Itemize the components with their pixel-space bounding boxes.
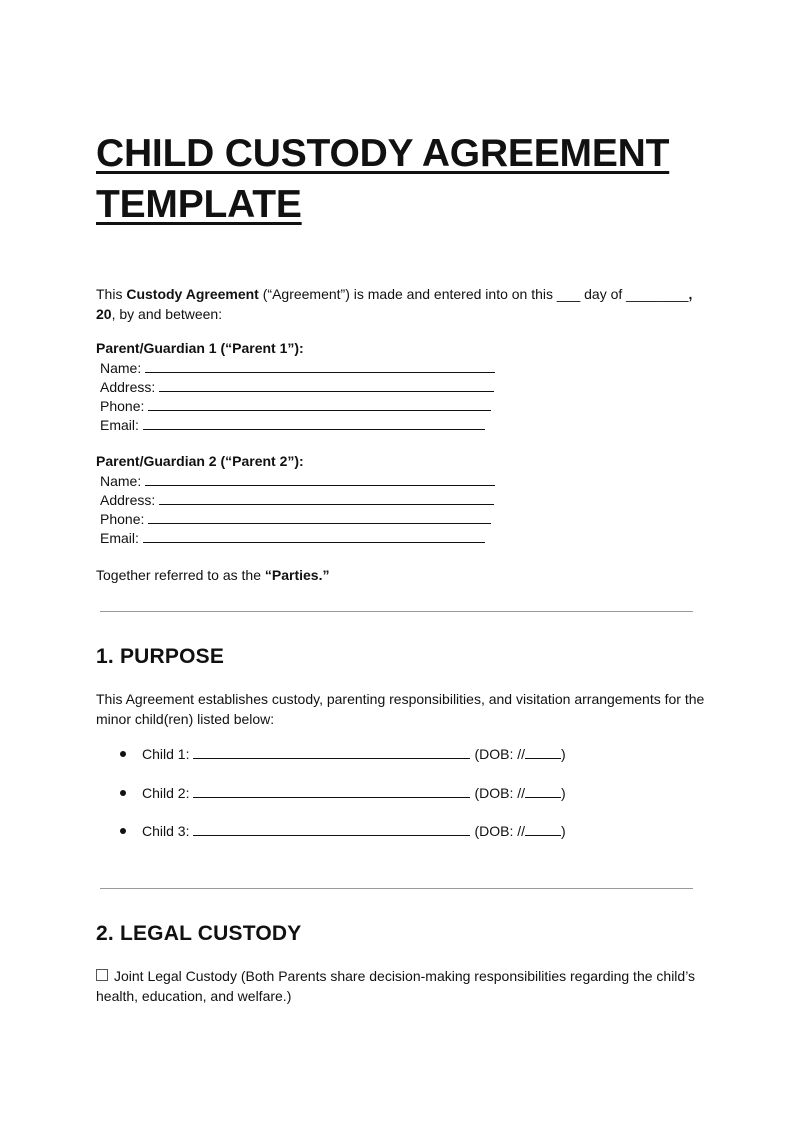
parent1-address-field[interactable] [100, 377, 494, 396]
intro-bold-agreement: Custody Agreement [126, 286, 259, 302]
section-divider [100, 888, 693, 889]
field-label: Address: [100, 379, 156, 395]
bullet-icon [120, 790, 126, 796]
parent1-phone-field[interactable] [100, 396, 491, 415]
field-label: Phone: [100, 511, 145, 527]
child-label: Child 1: [142, 746, 190, 762]
child-3-row[interactable] [120, 821, 566, 841]
intro-bold-year: , 20 [96, 286, 693, 322]
intro-text-1: This [96, 286, 127, 302]
dob-label: (DOB: / [474, 746, 522, 762]
parties-bold: “Parties.” [264, 567, 330, 583]
parent2-heading: Parent/Guardian 2 (“Parent 2”): [96, 453, 304, 469]
parties-definition [96, 565, 329, 585]
intro-text-3: , by and between: [111, 306, 223, 322]
dob-close: ) [561, 746, 566, 762]
fill-line[interactable] [193, 821, 470, 836]
dob-blank[interactable] [525, 744, 561, 759]
dob-blank[interactable] [525, 821, 561, 836]
fill-line[interactable] [143, 528, 485, 543]
fill-line[interactable] [143, 415, 485, 430]
field-label: Name: [100, 473, 142, 489]
title-line-2: TEMPLATE [96, 183, 302, 226]
title-line-1: CHILD CUSTODY AGREEMENT [96, 132, 670, 175]
dob-separator: / [521, 823, 526, 839]
fill-line[interactable] [145, 358, 495, 373]
fill-line[interactable] [159, 377, 494, 392]
section-heading-purpose: 1. PURPOSE [96, 645, 225, 668]
fill-line[interactable] [148, 396, 491, 411]
checkbox-icon[interactable] [96, 969, 108, 981]
fill-line[interactable] [148, 509, 491, 524]
field-label: Email: [100, 417, 139, 433]
field-label: Name: [100, 360, 142, 376]
parent2-email-field[interactable] [100, 528, 485, 547]
document-title [96, 128, 716, 230]
dob-separator: / [521, 785, 526, 801]
field-label: Email: [100, 530, 139, 546]
fill-line[interactable] [193, 744, 470, 759]
joint-legal-custody-option[interactable] [96, 966, 706, 1006]
purpose-paragraph: This Agreement establishes custody, parenting responsibilities, and visitation arrangements for the minor child(ren) listed below: [96, 691, 705, 727]
parent1-email-field[interactable] [100, 415, 485, 434]
dob-close: ) [561, 785, 566, 801]
field-label: Phone: [100, 398, 145, 414]
child-label: Child 2: [142, 785, 190, 801]
section-divider [100, 611, 693, 612]
fill-line[interactable] [159, 490, 494, 505]
section-heading-legal-custody: 2. LEGAL CUSTODY [96, 922, 302, 945]
fill-line[interactable] [145, 471, 495, 486]
child-1-row[interactable] [120, 744, 566, 764]
parent2-phone-field[interactable] [100, 509, 491, 528]
fill-line[interactable] [193, 783, 470, 798]
intro-paragraph [96, 284, 696, 324]
bullet-icon [120, 828, 126, 834]
dob-label: (DOB: / [474, 785, 522, 801]
parent1-name-field[interactable] [100, 358, 495, 377]
dob-label: (DOB: / [474, 823, 522, 839]
joint-legal-custody-label: Joint Legal Custody (Both Parents share decision-making responsibilities regarding the child’s health, education, and welfare.) [96, 968, 696, 1004]
dob-close: ) [561, 823, 566, 839]
child-2-row[interactable] [120, 783, 566, 803]
child-label: Child 3: [142, 823, 190, 839]
parent2-name-field[interactable] [100, 471, 495, 490]
bullet-icon [120, 751, 126, 757]
dob-blank[interactable] [525, 783, 561, 798]
parties-text: Together referred to as the [96, 567, 265, 583]
intro-text-2: (“Agreement”) is made and entered into on this ___ day of ________ [258, 286, 689, 302]
parent1-heading: Parent/Guardian 1 (“Parent 1”): [96, 340, 304, 356]
parent2-address-field[interactable] [100, 490, 494, 509]
field-label: Address: [100, 492, 156, 508]
dob-separator: / [521, 746, 526, 762]
